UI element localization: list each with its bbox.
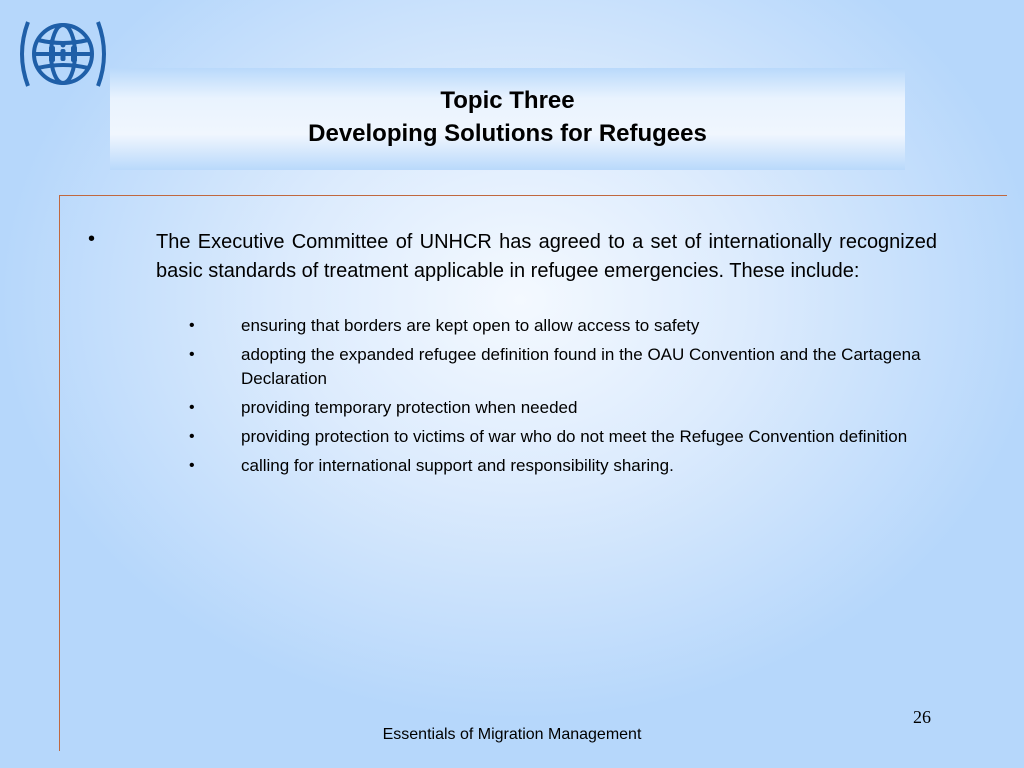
sub-bullet: • xyxy=(189,346,195,363)
sub-bullet: • xyxy=(189,428,195,445)
list-item-text: calling for international support and responsibility sharing. xyxy=(241,456,674,475)
title-box xyxy=(110,68,905,170)
list-item xyxy=(0,454,937,478)
sub-bullet: • xyxy=(189,399,195,416)
footer-text: Essentials of Migration Management xyxy=(382,726,642,743)
sub-bullet: • xyxy=(189,457,195,474)
list-item-text: adopting the expanded refugee definition found in the OAU Convention and the Cartagena Declaration xyxy=(241,345,921,388)
slide-title-line1: Topic Three xyxy=(440,87,575,114)
sub-bullet-list xyxy=(0,314,1024,483)
horizontal-rule xyxy=(59,195,1007,196)
list-item-text: providing protection to victims of war who do not meet the Refugee Convention definition xyxy=(241,427,908,446)
list-item xyxy=(0,343,937,391)
list-item-text: providing temporary protection when needed xyxy=(241,398,578,417)
slide-title-line2: Developing Solutions for Refugees xyxy=(308,120,707,147)
list-item xyxy=(0,396,937,420)
list-item xyxy=(0,314,937,338)
sub-bullet: • xyxy=(189,317,195,334)
iom-logo-icon xyxy=(14,12,112,96)
main-bullet: • xyxy=(88,228,96,250)
main-paragraph: The Executive Committee of UNHCR has agreed to a set of internationally recognized basic standards of treatment applicable in refugee emergencies. These include: xyxy=(156,231,937,282)
list-item-text: ensuring that borders are kept open to allow access to safety xyxy=(241,316,700,335)
list-item xyxy=(0,425,937,449)
page-number: 26 xyxy=(913,707,931,727)
